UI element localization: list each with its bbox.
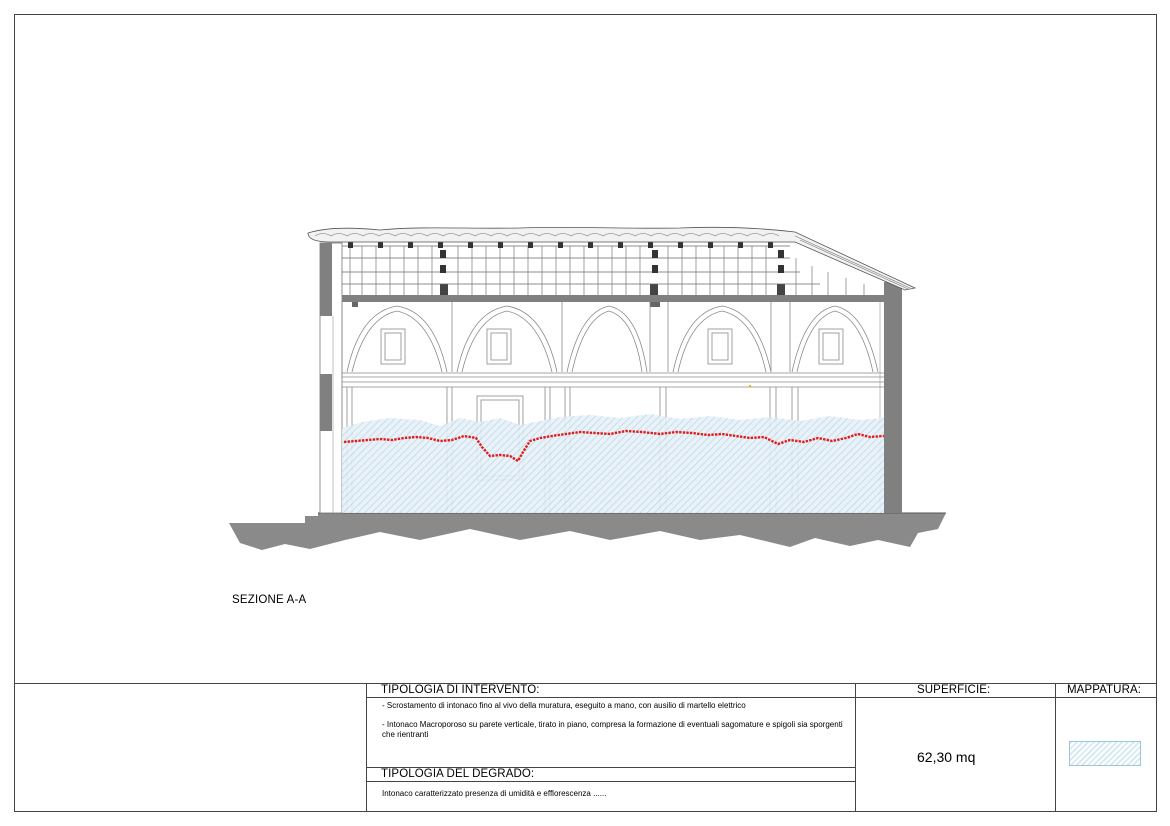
- title-block-divider-2: [855, 683, 856, 812]
- section-caption: SEZIONE A-A: [232, 594, 307, 606]
- mappatura-legend-swatch: [1069, 741, 1141, 766]
- intervento-heading: TIPOLOGIA DI INTERVENTO:: [381, 684, 540, 696]
- superficie-value: 62,30 mq: [917, 749, 976, 765]
- ground-section: [229, 513, 946, 550]
- intervento-item-2: - Intonaco Macroporoso su parete verticale, tirato in piano, compresa la formazione di eventuali sagomature e spigoli sia sporgenti che rientranti: [382, 720, 843, 739]
- degrado-text: Intonaco caratterizzato presenza di umidità e efflorescenza ......: [382, 789, 607, 798]
- title-block-degrado-rule-bottom: [366, 781, 855, 782]
- title-block-divider-3: [1055, 683, 1056, 812]
- survey-marker: [749, 385, 751, 387]
- upper-arches: [342, 302, 878, 375]
- superficie-heading: SUPERFICIE:: [917, 684, 991, 696]
- mappatura-heading: MAPPATURA:: [1067, 684, 1142, 696]
- right-wall: [884, 282, 902, 513]
- floor-slab: [342, 295, 884, 302]
- mapping-hatch-area: [342, 414, 884, 513]
- intervento-item-1: - Scrostamento di intonaco fino al vivo della muratura, eseguito a mano, con ausilio di martello elettrico: [382, 701, 746, 710]
- title-block-header-rule: [366, 697, 1157, 698]
- title-block-divider-1: [366, 683, 367, 812]
- roof-structure: [342, 240, 864, 295]
- degrado-heading: TIPOLOGIA DEL DEGRADO:: [381, 768, 535, 780]
- cornice: [342, 373, 884, 387]
- title-block: [14, 683, 1157, 812]
- roof-tiles: [308, 227, 915, 290]
